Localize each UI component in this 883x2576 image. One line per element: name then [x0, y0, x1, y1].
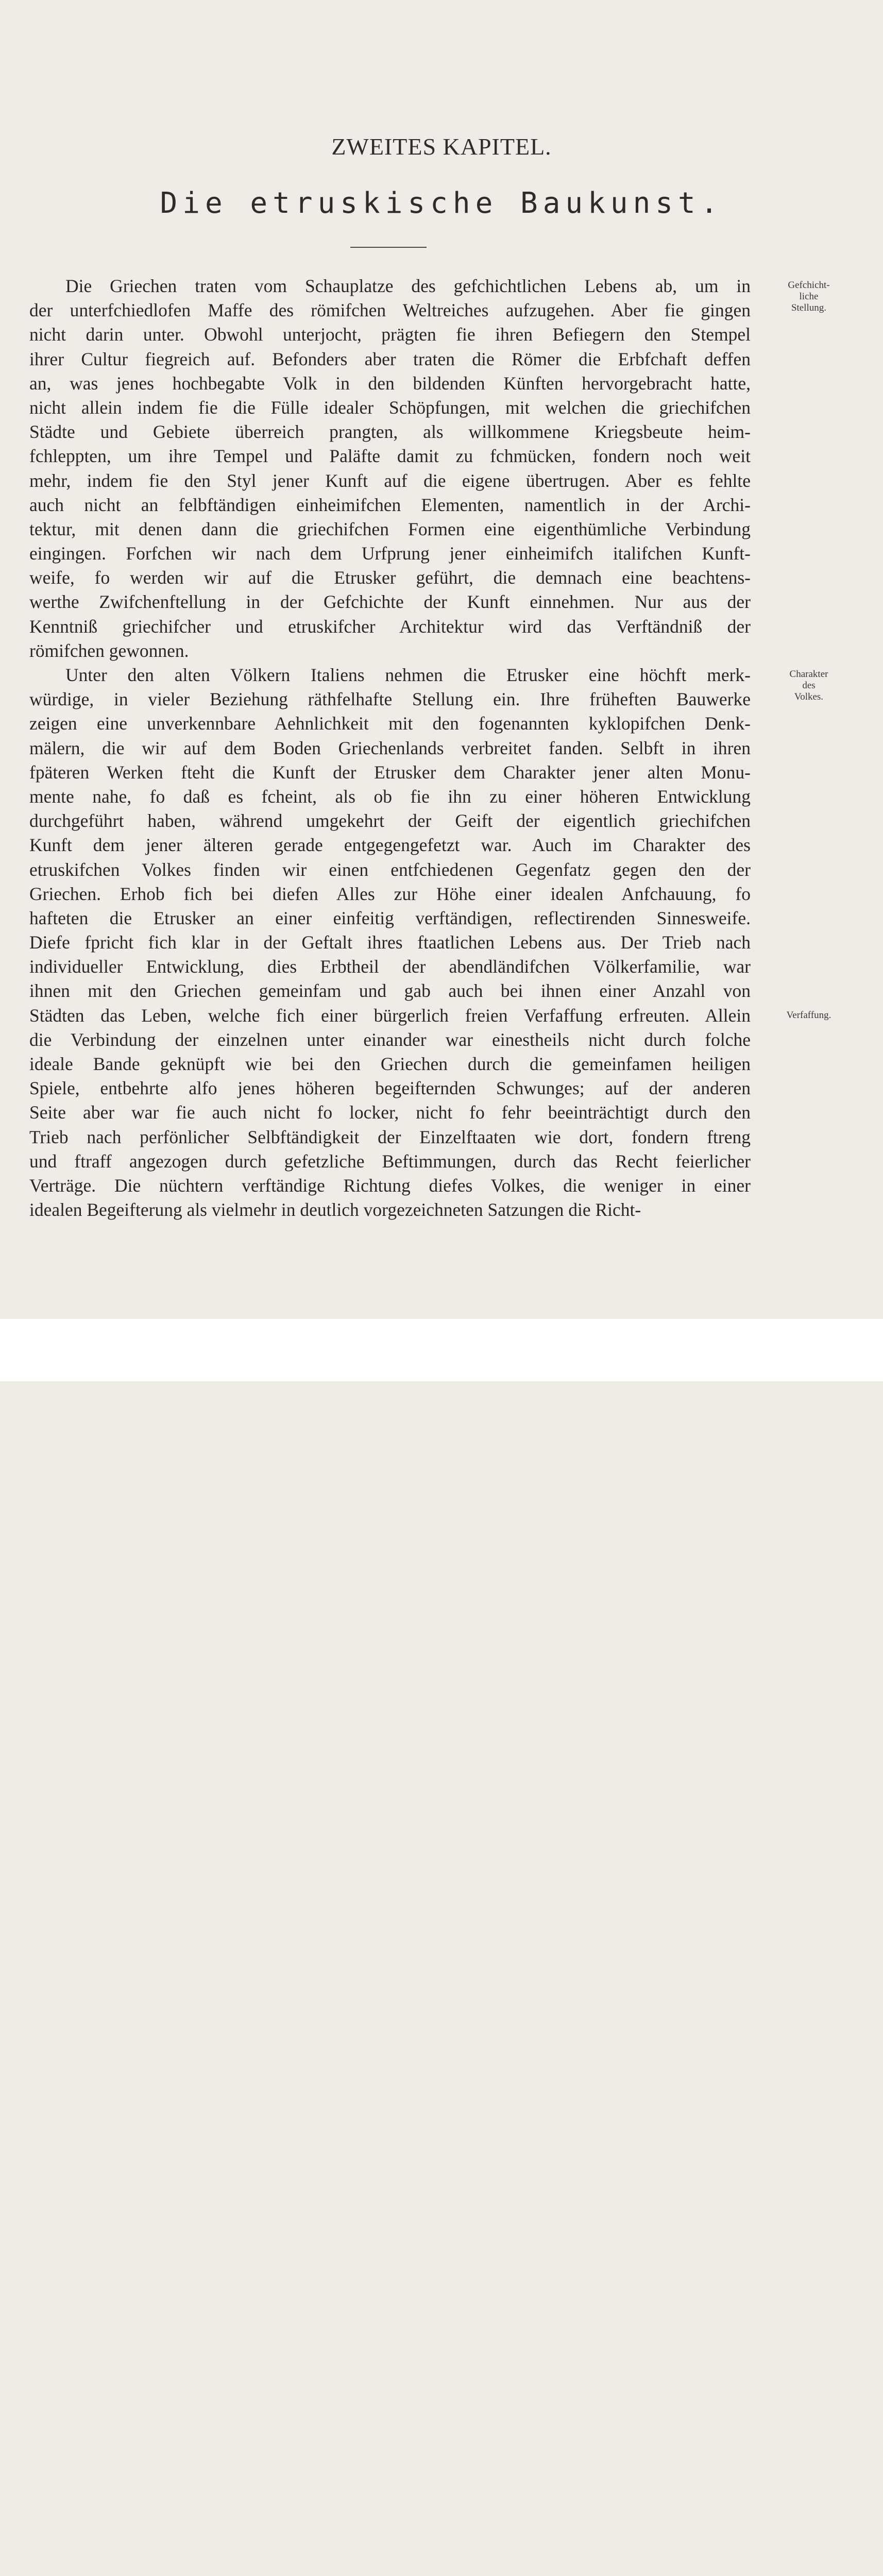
text-line: eingingen. Forfchen wir nach dem Urfprung jener einheimifch italifchen Kunft- — [29, 543, 751, 564]
margin-note-character: Charakter des Volkes. — [789, 669, 828, 702]
footer-bar — [0, 1319, 883, 1381]
title-rule — [350, 247, 427, 248]
text-line: werthe Zwifchenftellung in der Gefchichte der Kunft einnehmen. Nur aus der — [29, 591, 751, 613]
text-line: der unterfchiedlofen Maffe des römifchen Weltreiches aufzugehen. Aber fie gingen — [29, 300, 751, 321]
text-line: würdige, in vieler Beziehung räthfelhafte Stellung ein. Ihre früheften Bauwerke — [29, 689, 751, 710]
margin-note-constitution: Verfaffung. — [786, 1010, 831, 1021]
text-line: Die Griechen traten vom Schauplatze des gefchichtlichen Lebens ab, um in — [65, 276, 751, 296]
text-line: Städte und Gebiete überreich prangten, als willkommene Kriegsbeute heim- — [29, 421, 751, 443]
text-line: die Verbindung der einzelnen unter einander war einestheils nicht durch folche — [29, 1029, 751, 1050]
text-line: mente nahe, fo daß es fcheint, als ob fie ihn zu einer höheren Entwicklung — [29, 786, 751, 807]
text-line: nicht allein indem fie die Fülle idealer Schöpfungen, mit welchen die griechifchen — [29, 397, 751, 418]
text-line: hafteten die Etrusker an einer einfeitig verftändigen, reflectirenden Sinnesweife. — [29, 907, 751, 928]
text-line: nicht darin unter. Obwohl unterjocht, prägten fie ihren Befiegern den Stempel — [29, 324, 751, 345]
text-line: an, was jenes hochbegabte Volk in den bildenden Künften hervorgebracht hatte, — [29, 372, 751, 394]
text-line: Verträge. Die nüchtern verftändige Richtung diefes Volkes, die weniger in einer — [29, 1175, 751, 1196]
text-line: Unter den alten Völkern Italiens nehmen die Etrusker eine höchft merk- — [65, 665, 751, 685]
text-line: zeigen eine unverkennbare Aehnlichkeit mit den fogenannten kyklopifchen Denk- — [29, 713, 751, 734]
text-line: römifchen gewonnen. — [29, 640, 189, 661]
text-line: Kenntniß griechifcher und etruskifcher Architektur wird das Verftändniß der — [29, 616, 751, 637]
text-line: weife, fo werden wir auf die Etrusker geführt, die demnach eine beachtens- — [29, 567, 751, 588]
text-line: individueller Entwicklung, dies Erbtheil der abendländifchen Völkerfamilie, war — [29, 956, 751, 977]
text-line: durchgeführt haben, während umgekehrt der Geift der eigentlich griechifchen — [29, 810, 751, 832]
text-line: etruskifchen Volkes finden wir einen entfchiedenen Gegenfatz gegen den der — [29, 859, 751, 880]
body-text — [29, 274, 751, 1222]
text-line: Seite aber war fie auch nicht fo locker, nicht fo fehr beeinträchtigt durch den — [29, 1102, 751, 1123]
text-line: tektur, mit denen dann die griechifchen Formen eine eigenthümliche Verbindung — [29, 518, 751, 539]
text-line: Spiele, entbehrte alfo jenes höheren begeifternden Schwunges; auf der anderen — [29, 1078, 751, 1099]
text-line: fpäteren Werken fteht die Kunft der Etrusker dem Charakter jener alten Monu- — [29, 761, 751, 783]
text-line: mehr, indem fie den Styl jener Kunft auf die eigene übertrugen. Aber es fehlte — [29, 470, 751, 491]
text-line: Diefe fpricht fich klar in der Geftalt ihres ftaatlichen Lebens aus. Der Trieb nach — [29, 932, 751, 953]
text-line: ihrer Cultur fiegreich auf. Befonders aber traten die Römer die Erbfchaft deffen — [29, 348, 751, 369]
text-line: Trieb nach perfönlicher Selbftändigkeit der Einzelftaaten wie dort, fondern ftreng — [29, 1126, 751, 1147]
text-line: ideale Bande geknüpft wie bei den Griechen durch die gemeinfamen heiligen — [29, 1054, 751, 1074]
chapter-heading: ZWEITES KAPITEL. — [331, 133, 552, 160]
text-line: mälern, die wir auf dem Boden Griechenlands verbreitet fanden. Selbft in ihren — [29, 737, 751, 758]
text-line: Griechen. Erhob fich bei diefen Alles zur Höhe einer idealen Anfchauung, fo — [29, 883, 751, 904]
text-line: Kunft dem jener älteren gerade entgegengefetzt war. Auch im Charakter des — [29, 835, 751, 856]
text-line: fchleppten, um ihre Tempel und Paläfte damit zu fchmücken, fondern noch weit — [29, 446, 751, 467]
margin-note-history: Gefchicht- liche Stellung. — [788, 280, 830, 313]
text-line: auch nicht an felbftändigen einheimifchen Elementen, namentlich in der Archi- — [29, 494, 751, 515]
text-line: Städten das Leben, welche fich einer bürgerlich freien Verfaffung erfreuten. Allein — [29, 1005, 751, 1026]
chapter-title: Die etruskische Baukunst. — [160, 187, 723, 220]
text-line: ihnen mit den Griechen gemeinfam und gab auch bei ihnen einer Anzahl von — [29, 980, 751, 1002]
text-line: idealen Begeifterung als vielmehr in deutlich vorgezeichneten Satzungen die Richt- — [29, 1199, 641, 1221]
text-line: und ftraff angezogen durch gefetzliche Beftimmungen, durch das Recht feierlicher — [29, 1150, 751, 1172]
